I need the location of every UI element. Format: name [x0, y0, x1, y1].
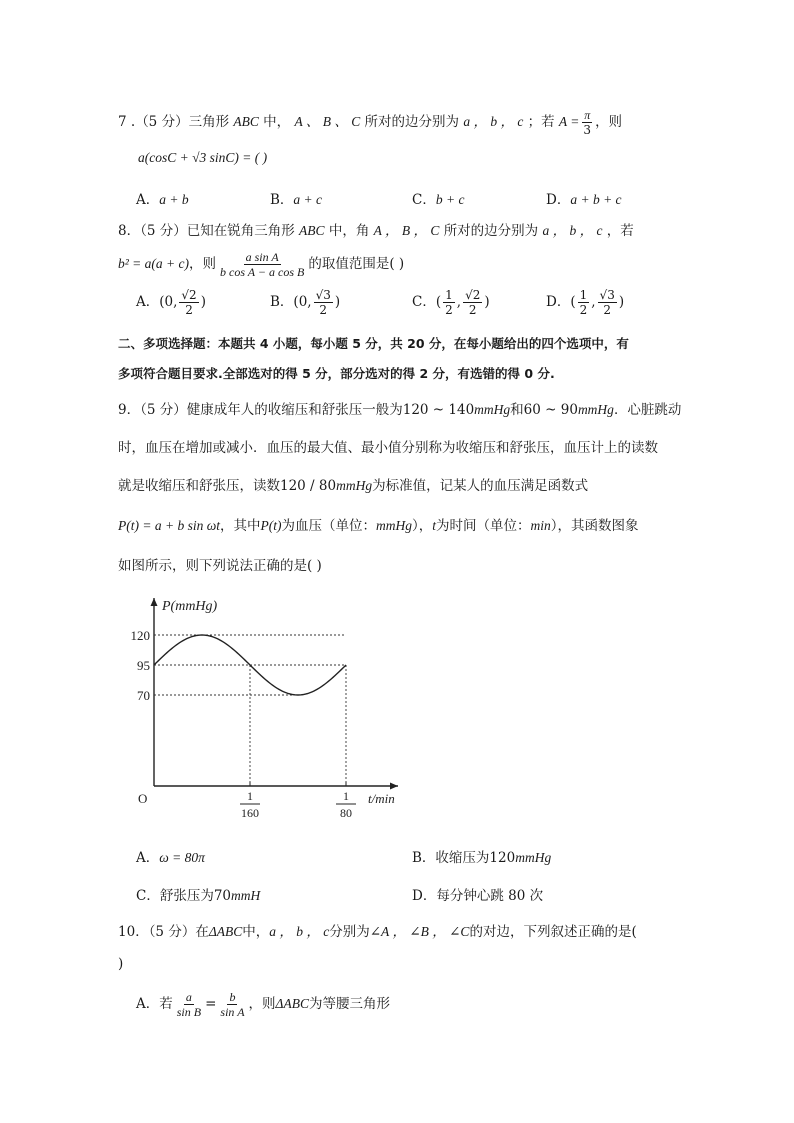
q10-line1: 10．（5 分）在ΔABC中，a ， b ， c分别为∠A ， ∠B ， ∠C的对边，下列叙述正确的是( [118, 924, 637, 940]
q8-number: 8 [118, 223, 127, 239]
q8-option-b-hi: ) [334, 294, 341, 310]
q10-frac1-num: a [185, 990, 192, 1004]
y-axis-label: P(mmHg) [162, 599, 218, 614]
q9-line1: 9．（5 分）健康成年人的收缩压和舒张压一般为120 ~ 140mmHg和60 ~ 90mmHg．心脏跳动 [118, 402, 682, 418]
x-tick-num-1: 1 [343, 789, 349, 803]
q8-stem: 8．（5 分）已知在锐角三角形 ABC 中，角 A ， B ， C 所对的边分别为 a ， b ， c ，若 [118, 223, 634, 239]
q9-min: min [530, 518, 551, 533]
q8-option-d-lo-frac [578, 288, 590, 317]
q7-option-a-label: A． [136, 192, 160, 208]
q10-frac2-den: sin A [220, 1005, 245, 1019]
q8-range: 的取值范围是( ) [308, 256, 405, 272]
q9-score: （5 分） [140, 402, 187, 418]
y-tick-label-95: 95 [137, 658, 150, 673]
q9-standard: 120 / 80 [280, 478, 337, 494]
q9-unit2: mmHg [577, 402, 614, 417]
q9-line4-a: ，其中 [220, 518, 261, 534]
q7-option-a[interactable] [136, 188, 189, 208]
q8-option-c[interactable]: C．( $\frac{1}{2}$ , $\frac{√2}{2}$ ) [412, 288, 490, 317]
q10-line2: ) [118, 956, 124, 972]
q8-option-b-frac [314, 288, 333, 317]
q8-option-a-num: √2 [181, 288, 197, 302]
q8-option-c-hi-frac [463, 288, 482, 317]
q8-option-a-lo: (0, [159, 294, 178, 310]
q9-option-b-text: 收缩压为 [435, 850, 490, 866]
q8-option-d-lo-num: 1 [579, 288, 588, 302]
q9-pt: P(t) [260, 518, 282, 533]
q10-sides: a ， b ， c [269, 924, 330, 939]
q10-frac1-den: sin B [176, 1005, 202, 1019]
q8-option-b-label: B． [270, 294, 294, 310]
q8-option-c-lo-frac [443, 288, 455, 317]
q10-line1-b: 中， [242, 924, 270, 940]
q7-text-b: 中， [263, 114, 291, 130]
q8-option-a-hi: ) [200, 294, 206, 310]
q8-text-b: 中，角 [328, 223, 370, 239]
q7-option-b[interactable] [270, 188, 322, 208]
x-axis-label: t/min [368, 791, 395, 806]
q8-option-d-lo-den: 2 [579, 303, 588, 317]
y-tick-label-70: 70 [137, 688, 150, 703]
q9-line4-c: ）， [412, 518, 433, 534]
q8-text-c: 所对的边分别为 [443, 223, 539, 239]
q9-line4-d: 为时间（单位： [436, 518, 531, 534]
q9-option-c-value: 70 [213, 888, 232, 904]
x-axis-arrow [390, 783, 398, 790]
q8-sides: a ， b ， c [542, 223, 603, 238]
q9-line3-b: 为标准值，记某人的血压满足函数式 [372, 478, 589, 494]
q7-option-d-label: D． [546, 192, 571, 208]
q7-score: （5 分） [135, 114, 189, 130]
q9-line1-b: ．心脏跳动 [613, 402, 682, 418]
q9-line3 [118, 474, 588, 494]
q8-frac-den: b cos A − a cos B [220, 265, 305, 279]
q7-option-b-text: a + c [293, 192, 323, 207]
q10-frac-1 [175, 990, 203, 1019]
q7-stem: 7 .（5 分）三角形 ABC 中， A 、 B 、 C 所对的边分别为 a ， b ， c ；若 A = $\frac{\pi}{3}$ ，则 [118, 108, 623, 137]
q7-option-c-label: C． [412, 192, 436, 208]
q8-option-b[interactable] [270, 288, 340, 317]
q9-option-c-unit: mmH [231, 888, 261, 903]
q9-option-a-text: ω = 80π [159, 850, 205, 865]
q8-option-b-den: 2 [319, 303, 328, 317]
q9-line2: 时，血压在增加或减小．血压的最大值、最小值分别称为收缩压和舒张压，血压计上的读数 [118, 440, 658, 456]
q7-option-d[interactable] [546, 188, 622, 208]
q8-option-d-den: 2 [603, 303, 611, 317]
q7-number: 7 [118, 114, 127, 130]
q7-text-c: 所对的边分别为 [364, 114, 460, 130]
q9-option-c-text: 舒张压为 [159, 888, 214, 904]
q9-option-a-label: A． [136, 850, 160, 866]
q7-option-b-label: B． [270, 192, 294, 208]
q9-unit3: mmHg [336, 478, 373, 493]
q8-option-c-lo-num: 1 [445, 288, 453, 302]
q8-option-d-hi-frac [598, 288, 617, 317]
q8-option-c-lo-den: 2 [445, 303, 453, 317]
q9-option-c[interactable] [136, 884, 260, 904]
q10-angles: ∠A ， ∠B ， ∠C [369, 924, 470, 939]
y-tick-label-120: 120 [130, 628, 150, 643]
x-tick-num-0: 1 [247, 789, 253, 803]
x-tick-den-1: 80 [340, 806, 352, 820]
q9-option-d-text: 每分钟心跳 80 次 [436, 888, 544, 904]
q10-then: ，则 [248, 996, 276, 1012]
q7-vars: A 、 B 、 C [294, 114, 361, 129]
q7-three: 3 [583, 123, 592, 137]
q7-triangle: ABC [233, 114, 259, 129]
q8-text-a: 已知在锐角三角形 [186, 223, 295, 239]
q10-line1-c: 分别为 [329, 924, 370, 940]
q8-vars: A ， B ， C [373, 223, 440, 238]
q9-range1: 120 ~ 140 [402, 402, 475, 418]
q10-option-a-label: A．若 [136, 996, 173, 1012]
q10-frac-2 [218, 990, 246, 1019]
q8-option-a-label: A． [136, 294, 160, 310]
q10-option-a[interactable] [136, 990, 390, 1019]
q8-option-c-den: 2 [468, 303, 477, 317]
q8-option-a[interactable] [136, 288, 206, 317]
q7-a-eq: A = [558, 114, 580, 129]
q7-text-e: ，则 [595, 114, 623, 130]
q8-option-b-num: √3 [315, 288, 331, 302]
q8-option-d-label: D． [546, 294, 571, 310]
q9-unit4: mmHg [376, 518, 412, 533]
q10-option-a-end: 为等腰三角形 [308, 996, 390, 1012]
q7-text-a: 三角形 [188, 114, 230, 130]
y-axis-arrow [151, 598, 158, 606]
q9-option-b-unit: mmHg [515, 850, 552, 865]
section2-line1: 二、多项选择题：本题共 4 小题，每小题 5 分，共 20 分，在每小题给出的四个选项中，有 [118, 336, 629, 351]
q8-option-d[interactable]: D．( $\frac{1}{2}$ , $\frac{√3}{2}$ ) [546, 288, 625, 317]
section2-line2: 多项符合题目要求.全部选对的得 5 分，部分选对的得 2 分，有选错的得 0 分. [118, 366, 555, 381]
q8-option-a-den: 2 [185, 303, 193, 317]
q9-option-d-label: D． [412, 888, 437, 904]
q10-line1-a: 在 [195, 924, 209, 940]
q10-score: （5 分） [148, 924, 196, 940]
q9-line4-b: 为血压（单位： [281, 518, 376, 534]
q9-line5: 如图所示，则下列说法正确的是( ) [118, 558, 322, 574]
origin-label: O [138, 791, 148, 806]
q9-t: t [432, 518, 437, 533]
q9-option-d[interactable] [412, 884, 543, 904]
q8-option-a-frac [179, 288, 198, 317]
q9-option-b-label: B． [412, 850, 436, 866]
q8-fraction [218, 250, 306, 279]
q9-line3-a: 就是收缩压和舒张压，读数 [118, 478, 280, 494]
q7-pi: π [584, 108, 591, 122]
q9-function: P(t) = a + b sin ωt [118, 518, 220, 533]
q8-text-d: ，若 [606, 223, 634, 239]
q8-option-d-num: √3 [599, 288, 615, 302]
q9-number: 9 [118, 402, 127, 418]
q7-option-d-text: a + b + c [570, 192, 622, 207]
q9-option-c-label: C． [136, 888, 160, 904]
blood-pressure-chart [118, 590, 418, 830]
q9-line4 [118, 514, 639, 534]
q10-line1-d: 的对边，下列叙述正确的是( [469, 924, 637, 940]
q7-pi-over-3 [581, 108, 593, 137]
q8-cond: b² = a(a + c) [118, 256, 190, 271]
q7-expression [138, 150, 267, 166]
q7-expr: a(cosC + √3 sinC) = ( ) [138, 150, 268, 165]
q10-triangle-2: ΔABC [275, 996, 309, 1011]
q9-option-b-value: 120 [489, 850, 516, 866]
q9-option-b[interactable] [412, 846, 551, 866]
q7-text-d: ；若 [527, 114, 555, 130]
q9-option-a[interactable] [136, 846, 205, 866]
q8-option-b-lo: (0, [293, 294, 312, 310]
q9-unit1: mmHg [474, 402, 511, 417]
q8-score: （5 分） [140, 223, 187, 239]
q7-sides: a ， b ， c [463, 114, 524, 129]
q10-triangle: ΔABC [208, 924, 243, 939]
q9-range2: 60 ~ 90 [523, 402, 578, 418]
q8-option-c-num: √2 [465, 288, 481, 302]
q8-frac-num: a sin A [245, 250, 279, 264]
q10-frac2-num: b [229, 990, 236, 1004]
q8-then: ，则 [189, 256, 217, 272]
q8-option-c-label: C． [412, 294, 436, 310]
q8-condition [118, 250, 404, 279]
x-tick-den-0: 160 [241, 806, 259, 820]
q7-option-a-text: a + b [159, 192, 189, 207]
q10-number: 10 [118, 924, 136, 940]
q9-line4-e: ），其函数图象 [550, 518, 639, 534]
q7-option-c-text: b + c [435, 192, 465, 207]
q9-and: 和 [510, 402, 524, 418]
q8-triangle: ABC [299, 223, 325, 238]
q9-line1-a: 健康成年人的收缩压和舒张压一般为 [186, 402, 403, 418]
q10-eq: = [205, 996, 217, 1012]
q7-option-c[interactable] [412, 188, 464, 208]
